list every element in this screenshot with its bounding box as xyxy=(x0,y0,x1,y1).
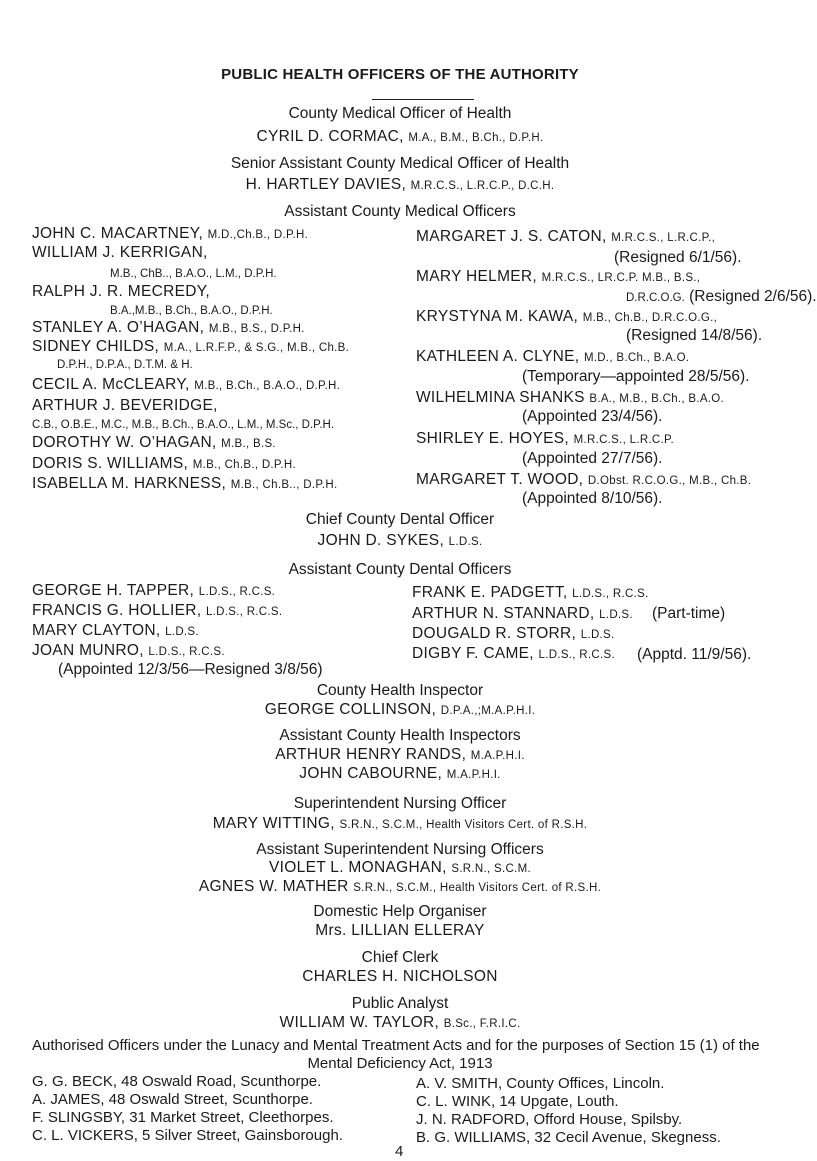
acmo-right-entry xyxy=(416,430,674,449)
person-qualifications: S.R.N., S.C.M., Health Visitors Cert. of R.S.H. xyxy=(353,882,602,894)
person-qualifications: L.D.S., R.C.S. xyxy=(572,588,649,600)
acmo-left-entry xyxy=(32,283,210,301)
person-name: MARY WITTING, xyxy=(212,815,335,832)
person-qualifications: D.R.C.O.G. xyxy=(626,292,685,304)
person-qualifications: B.A., M.B., B.Ch., B.A.O. xyxy=(589,393,725,405)
person-qualifications: L.D.S., R.C.S. xyxy=(198,586,276,598)
acmo-right-note: (Resigned 14/8/56). xyxy=(626,327,763,344)
acmo-right-note: (Temporary—appointed 28/5/56). xyxy=(522,368,750,385)
person-qualifications: L.D.S., R.C.S. xyxy=(538,649,615,661)
person-name: JOAN MUNRO, xyxy=(32,642,144,659)
acmo-left-entry xyxy=(32,376,340,395)
acmo-right-entry xyxy=(416,308,717,327)
lunacy-officer: F. SLINGSBY, 31 Market Street, Cleethorpes. xyxy=(32,1109,334,1126)
person-qualifications: M.B., B.S. xyxy=(221,438,276,450)
acmo-left-entry xyxy=(32,319,305,338)
person-qualifications: M.B., Ch.B., D.P.H. xyxy=(192,459,296,471)
acmo-left-qualifications: B.A.,M.B., B.Ch., B.A.O., D.P.H. xyxy=(110,305,273,317)
person-name: CECIL A. McCLEARY, xyxy=(32,376,190,393)
person-qualifications: S.R.N., S.C.M., Health Visitors Cert. of R.S.H. xyxy=(339,819,588,831)
acmo-left-entry xyxy=(32,455,296,474)
person-name: STANLEY A. O’HAGAN, xyxy=(32,319,205,336)
person-name: MARY HELMER, xyxy=(416,268,538,285)
acdo-left-entry xyxy=(32,622,199,641)
person-qualifications: L.D.S., R.C.S. xyxy=(148,646,225,658)
clerk-title: Chief Clerk xyxy=(361,949,439,966)
acdo-title: Assistant County Dental Officers xyxy=(288,561,512,578)
person-name: ARTHUR HENRY RANDS, xyxy=(275,746,467,763)
person-qualifications: M.A.P.H.I. xyxy=(446,769,501,781)
acmo-left-entry xyxy=(32,225,308,244)
cdo-person xyxy=(0,532,800,551)
person-name: JOHN C. MACARTNEY, xyxy=(32,225,204,242)
achi-person xyxy=(0,746,800,765)
person-qualifications: D.P.A.,;M.A.P.H.I. xyxy=(440,705,536,717)
sno-person xyxy=(0,815,800,834)
person-qualifications: L.D.S. xyxy=(580,629,615,641)
person-name: CYRIL D. CORMAC, xyxy=(256,128,404,145)
person-name: VIOLET L. MONAGHAN, xyxy=(269,859,447,876)
person-name: FRANCIS G. HOLLIER, xyxy=(32,602,202,619)
person-name: WILHELMINA SHANKS xyxy=(416,389,585,406)
person-name: MARGARET T. WOOD, xyxy=(416,471,584,488)
person-name: DOUGALD R. STORR, xyxy=(412,625,577,642)
person-name: WILLIAM W. TAYLOR, xyxy=(279,1014,440,1031)
acmo-left-qualifications: M.B., ChB.., B.A.O., L.M., D.P.H. xyxy=(110,268,277,280)
person-qualifications: M.B., Ch.B.., D.P.H. xyxy=(230,479,338,491)
person-name: KRYSTYNA M. KAWA, xyxy=(416,308,579,325)
acmo-right-entry xyxy=(416,228,715,247)
acmo-left-qualifications: D.P.H., D.P.A., D.T.M. & H. xyxy=(57,359,193,371)
person-qualifications: M.R.C.S., L.R.C.P., xyxy=(611,232,716,244)
asno-person xyxy=(0,859,800,878)
person-qualifications: L.D.S. xyxy=(599,609,633,621)
lunacy-officer: G. G. BECK, 48 Oswald Road, Scunthorpe. xyxy=(32,1073,322,1090)
lunacy-officer: J. N. RADFORD, Offord House, Spilsby. xyxy=(416,1111,683,1128)
person-name: GEORGE COLLINSON, xyxy=(264,701,437,718)
lunacy-officer: C. L. WINK, 14 Upgate, Louth. xyxy=(416,1093,619,1110)
person-qualifications: M.R.C.S., L.R.C.P. xyxy=(573,434,674,446)
acdo-right-entry xyxy=(412,584,649,603)
person-name: MARY CLAYTON, xyxy=(32,622,161,639)
acmo-left-entry xyxy=(32,244,208,262)
person-name: H. HARTLEY DAVIES, xyxy=(245,176,407,193)
page-heading: PUBLIC HEALTH OFFICERS OF THE AUTHORITY xyxy=(221,66,579,83)
person-name: JOHN D. SYKES, xyxy=(317,532,445,549)
acmo-right-note: (Appointed 8/10/56). xyxy=(522,490,663,507)
person-qualifications: M.D.,Ch.B., D.P.H. xyxy=(207,229,309,241)
heading-rule xyxy=(372,99,474,100)
acdo-left-entry xyxy=(32,642,225,661)
person-qualifications: M.B., B.Ch., B.A.O., D.P.H. xyxy=(194,380,341,392)
person-qualifications: M.R.C.S., LR.C.P. M.B., B.S., xyxy=(541,272,701,284)
acmo-left-entry xyxy=(32,434,276,453)
dho-person: Mrs. LILLIAN ELLERAY xyxy=(315,922,485,939)
acmo-right-note: (Appointed 23/4/56). xyxy=(522,408,663,425)
person-qualifications: B.Sc., F.R.I.C. xyxy=(443,1018,521,1030)
acdo-right-note: (Apptd. 11/9/56). xyxy=(637,646,752,663)
lunacy-subheading: Mental Deficiency Act, 1913 xyxy=(307,1055,493,1072)
dho-title: Domestic Help Organiser xyxy=(313,903,487,920)
person-qualifications: M.A.P.H.I. xyxy=(470,750,525,762)
acmo-right-entry xyxy=(416,389,724,408)
acdo-right-entry xyxy=(412,605,633,624)
person-name: GEORGE H. TAPPER, xyxy=(32,582,195,599)
lunacy-officer: A. JAMES, 48 Oswald Street, Scunthorpe. xyxy=(32,1091,313,1108)
acmo-right-note xyxy=(626,288,817,307)
acdo-right-note: (Part-time) xyxy=(652,605,726,622)
person-qualifications: D.Obst. R.C.O.G., M.B., Ch.B. xyxy=(587,475,752,487)
person-qualifications: L.D.S. xyxy=(165,626,199,638)
analyst-title: Public Analyst xyxy=(351,995,449,1012)
person-qualifications: S.R.N., S.C.M. xyxy=(451,863,531,875)
person-qualifications: L.D.S., R.C.S. xyxy=(205,606,283,618)
asno-title: Assistant Superintendent Nursing Officers xyxy=(256,841,544,858)
page-number: 4 xyxy=(395,1143,404,1160)
analyst-person xyxy=(0,1014,800,1033)
person-name: DIGBY F. CAME, xyxy=(412,645,534,662)
person-name: SIDNEY CHILDS, xyxy=(32,338,160,355)
clerk-person: CHARLES H. NICHOLSON xyxy=(302,968,498,985)
acdo-left-entry xyxy=(32,602,282,621)
acmo-right-entry xyxy=(416,268,700,287)
chi-title: County Health Inspector xyxy=(316,682,484,699)
lunacy-heading: Authorised Officers under the Lunacy and Mental Treatment Acts and for the purposes of Section 15 (1) of the xyxy=(32,1037,760,1054)
acmo-left-qualifications: C.B., O.B.E., M.C., M.B., B.Ch., B.A.O., L.M., M.Sc., D.P.H. xyxy=(32,419,335,431)
person-name: FRANK E. PADGETT, xyxy=(412,584,568,601)
person-name: WILLIAM J. KERRIGAN, xyxy=(32,244,208,261)
acdo-right-entry xyxy=(412,625,615,644)
person-qualifications: M.A., L.R.F.P., & S.G., M.B., Ch.B. xyxy=(163,342,350,354)
cmo-person xyxy=(0,128,800,147)
person-qualifications: M.A., B.M., B.Ch., D.P.H. xyxy=(408,132,544,144)
person-name: MARGARET J. S. CATON, xyxy=(416,228,607,245)
person-qualifications: M.B., Ch.B., D.R.C.O.G., xyxy=(582,312,718,324)
cmo-title: County Medical Officer of Health xyxy=(288,105,512,122)
person-qualifications: M.B., B.S., D.P.H. xyxy=(208,323,305,335)
cdo-title: Chief County Dental Officer xyxy=(305,511,495,528)
acmo-right-note: (Resigned 6/1/56). xyxy=(614,249,742,266)
scmo-title: Senior Assistant County Medical Officer of Health xyxy=(230,155,570,172)
acmo-left-entry xyxy=(32,397,218,415)
lunacy-officer: C. L. VICKERS, 5 Silver Street, Gainsborough. xyxy=(32,1127,343,1144)
chi-person xyxy=(0,701,800,720)
acmo-left-entry xyxy=(32,338,349,357)
acdo-left-entry xyxy=(32,582,275,601)
person-name: DOROTHY W. O’HAGAN, xyxy=(32,434,217,451)
appointment-note: (Resigned 2/6/56). xyxy=(689,288,817,305)
acmo-right-entry xyxy=(416,348,689,367)
sno-title: Superintendent Nursing Officer xyxy=(293,795,507,812)
person-qualifications: L.D.S. xyxy=(448,536,483,548)
acmo-title: Assistant County Medical Officers xyxy=(284,203,516,220)
achi-title: Assistant County Health Inspectors xyxy=(279,727,521,744)
person-name: JOHN CABOURNE, xyxy=(299,765,443,782)
person-name: KATHLEEN A. CLYNE, xyxy=(416,348,580,365)
acmo-right-note: (Appointed 27/7/56). xyxy=(522,450,663,467)
acdo-right-entry xyxy=(412,645,615,664)
acmo-right-entry xyxy=(416,471,751,490)
achi-person xyxy=(0,765,800,784)
person-name: DORIS S. WILLIAMS, xyxy=(32,455,189,472)
person-qualifications: M.R.C.S., L.R.C.P., D.C.H. xyxy=(410,180,555,192)
person-name: RALPH J. R. MECREDY, xyxy=(32,283,210,300)
acdo-left-note: (Appointed 12/3/56—Resigned 3/8/56) xyxy=(58,661,323,678)
lunacy-officer: B. G. WILLIAMS, 32 Cecil Avenue, Skegness. xyxy=(416,1129,721,1146)
asno-person xyxy=(0,878,800,897)
acmo-left-entry xyxy=(32,475,337,494)
person-name: ISABELLA M. HARKNESS, xyxy=(32,475,227,492)
scmo-person xyxy=(0,176,800,195)
person-name: SHIRLEY E. HOYES, xyxy=(416,430,569,447)
person-name: ARTHUR N. STANNARD, xyxy=(412,605,595,622)
person-name: ARTHUR J. BEVERIDGE, xyxy=(32,397,218,414)
person-name: AGNES W. MATHER xyxy=(198,878,349,895)
person-qualifications: M.D., B.Ch., B.A.O. xyxy=(583,352,690,364)
lunacy-officer: A. V. SMITH, County Offices, Lincoln. xyxy=(416,1075,665,1092)
